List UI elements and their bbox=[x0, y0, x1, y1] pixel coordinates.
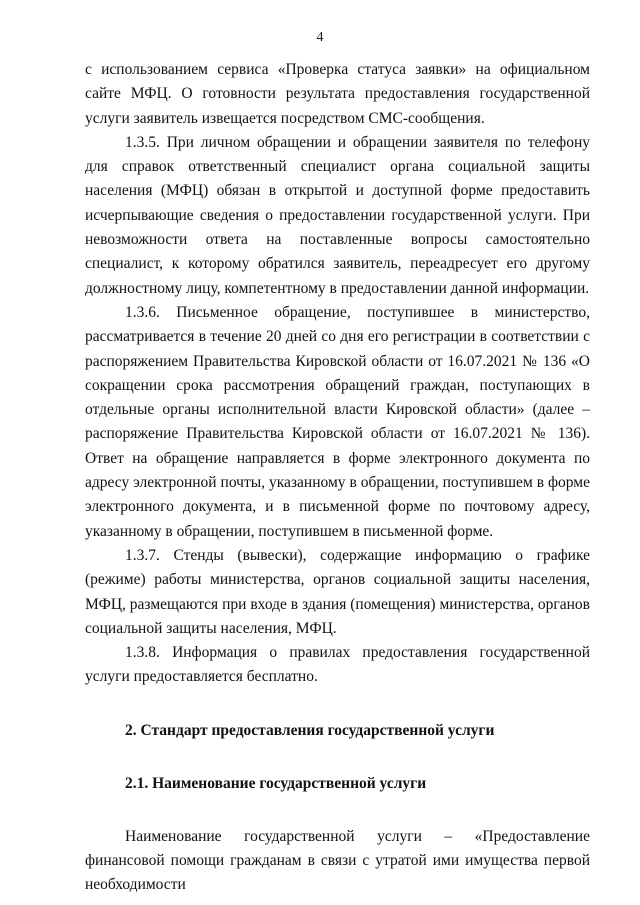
page-number: 4 bbox=[316, 30, 324, 45]
paragraph-1-3-8: 1.3.8. Информация о правилах предоставления государственной услуги предоставляется бесплатно. bbox=[85, 644, 590, 686]
document-body bbox=[85, 58, 590, 898]
paragraph-1-3-6: 1.3.6. Письменное обращение, поступившее в министерство, рассматривается в течение 20 дней со дня его регистрации в соответствии с распоряжением Правительства Кировской области от 16.07.2021 № 136 «О сокращении срока рассмотрения обращений граждан, поступающих в отдельные органы исполнительной власти Кировской области» (далее – распоряжение Правительства Кировской области от 16.07.2021 № 136). Ответ на обращение направляется в форме электронного документа по адресу электронной почты, указанному в обращении, поступившем в форме электронного документа, и в письменной форме по почтовому адресу, указанному в обращении, поступившем в письменной форме. bbox=[85, 303, 590, 540]
paragraph-continuation: с использованием сервиса «Проверка статуса заявки» на официальном сайте МФЦ. О готовности результата предоставления государственной услуги заявитель извещается посредством СМС-сообщения. bbox=[85, 61, 590, 127]
subsection-heading: 2.1. Наименование государственной услуги bbox=[125, 774, 427, 792]
paragraph-1-3-5: 1.3.5. При личном обращении и обращении заявителя по телефону для справок ответственный специалист органа социальной защиты населения (МФЦ) обязан в открытой и доступной форме предоставить исчерпывающие сведения о предоставлении государственной услуги. При невозможности ответа на поставленные вопросы самостоятельно специалист, к которому обратился заявитель, переадресует его другому должностному лицу, компетентному в предоставлении данной информации. bbox=[85, 133, 590, 297]
paragraph-service-name: Наименование государственной услуги – «Предоставление финансовой помощи гражданам в связи с утратой ими имущества первой необходимости bbox=[85, 827, 590, 894]
paragraph-1-3-7: 1.3.7. Стенды (вывески), содержащие информацию о графике (режиме) работы министерства, органов социальной защиты населения, МФЦ, размещаются при входе в здания (помещения) министерства, органов социальной защиты населения, МФЦ. bbox=[85, 546, 590, 637]
section-heading: 2. Стандарт предоставления государственной услуги bbox=[125, 721, 495, 739]
